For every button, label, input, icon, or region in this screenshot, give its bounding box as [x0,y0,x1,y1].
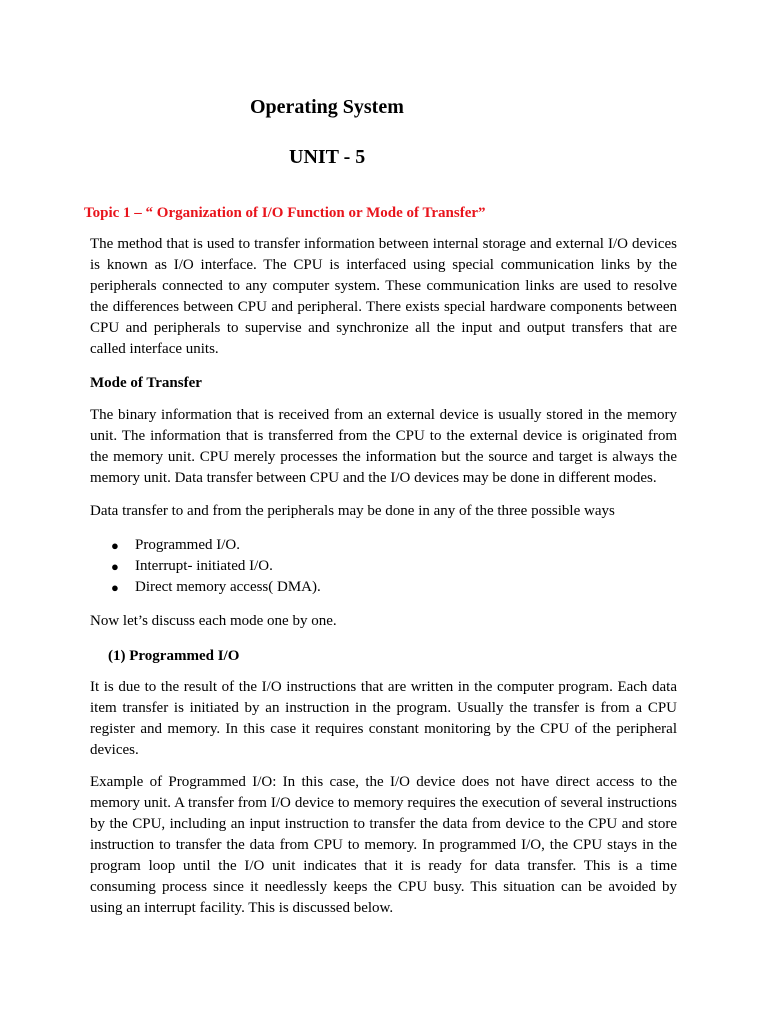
list-item-text: Direct memory access( DMA). [135,579,321,595]
topic-heading: Topic 1 – “ Organization of I/O Function or Mode of Transfer” [84,205,486,221]
list-item-text: Programmed I/O. [135,537,240,553]
example-section [90,772,677,919]
ways-list-section [90,535,677,598]
discuss-section [90,611,677,632]
mode-paragraph: The binary information that is received from an external device is usually stored in the memory unit. The information that is transferred from the CPU to the external device is originated from the memory unit. CPU merely processes the information but the source and target is always the memory unit. Data transfer between CPU and the I/O devices may be done in different modes. [90,407,677,486]
document-title: Operating System [250,96,404,118]
bullet-icon: ● [111,559,119,574]
mode-of-transfer-heading: Mode of Transfer [90,375,202,391]
example-paragraph: Example of Programmed I/O: In this case, the I/O device does not have direct access to the memory unit. A transfer from I/O device to memory requires the execution of several instructions by the CPU, including an input instruction to transfer the data from device to the CPU and store instruction to transfer the data from CPU to memory. In programmed I/O, the CPU stays in the program loop until the I/O unit indicates that it is ready for data transfer. This is a time consuming process since it needlessly keeps the CPU busy. This situation can be avoided by using an interrupt facility. This is discussed below. [90,774,677,916]
intro-section [90,234,677,360]
ways-intro: Data transfer to and from the peripherals may be done in any of the three possible ways [90,503,615,519]
mode-section [90,373,677,394]
intro-paragraph: The method that is used to transfer information between internal storage and external I/O devices is known as I/O interface. The CPU is interfaced using special communication links by the peripherals connected to any computer system. These communication links are used to resolve the differences between CPU and peripheral. There exists special hardware components between CPU and peripherals to supervise and synchronize all the input and output transfers that are called interface units. [90,236,677,357]
ways-intro-section [90,501,677,522]
bullet-icon: ● [111,580,119,595]
list-item [90,556,677,577]
bullet-icon: ● [111,538,119,553]
programmed-paragraph: It is due to the result of the I/O instructions that are written in the computer program. Each data item transfer is initiated by an instruction in the program. Usually the transfer is from a CPU register and memory. In this case it requires constant monitoring by the CPU of the peripheral devices. [90,679,677,758]
mode-paragraph-section [90,405,677,489]
list-item [90,577,677,598]
programmed-io-heading: (1) Programmed I/O [108,648,240,664]
list-item [90,535,677,556]
programmed-heading-section [108,646,695,667]
unit-heading: UNIT - 5 [289,146,366,168]
list-item-text: Interrupt- initiated I/O. [135,558,273,574]
programmed-section [90,677,677,761]
ways-list [90,535,677,598]
discuss-line: Now let’s discuss each mode one by one. [90,613,337,629]
